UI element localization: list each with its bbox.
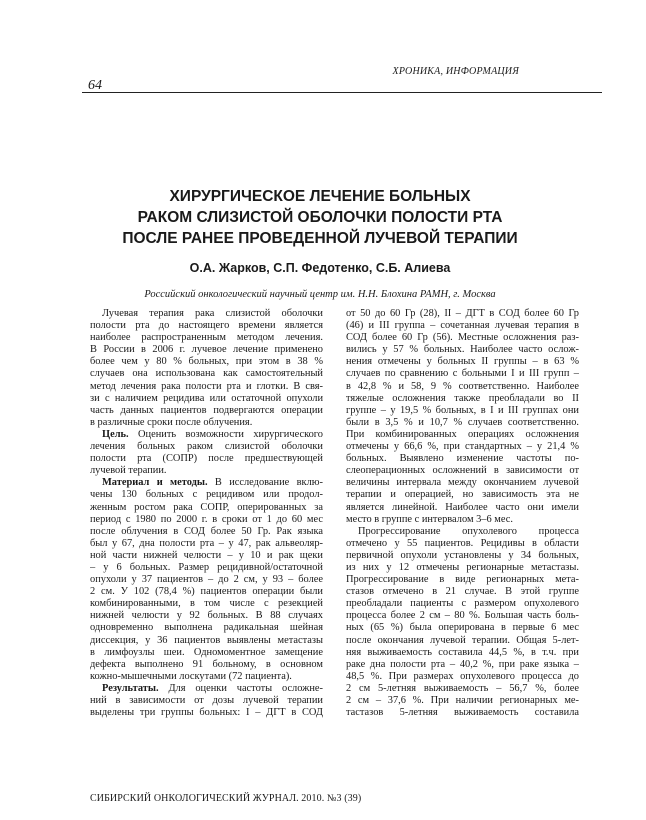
text-line: опухоли у 37 пациентов – до 2 см, у 93 – более — [90, 574, 323, 586]
text-line: СОД более 60 Гр (56). Местные осложнения раз- — [346, 332, 579, 344]
results-text: Для оценки частоты осложне- — [158, 682, 323, 694]
text-line: в 42,8 % и 58, 9 % соответственно. Наиболее — [346, 380, 579, 392]
progression-paragraph — [346, 526, 579, 720]
text-line: 2 см 5-летняя выживаемость – 56,7 %, более — [346, 682, 579, 694]
text-line: тастазов 5-летняя выживаемость составила — [346, 707, 579, 719]
title-line: ХИРУРГИЧЕСКОЕ ЛЕЧЕНИЕ БОЛЬНЫХ — [169, 188, 471, 205]
text-line — [90, 477, 323, 489]
text-line: наиболее распространенным методом лечения. — [90, 332, 323, 344]
text-line: первичной опухоли установлены у 34 больных, — [346, 549, 579, 561]
text-line: период с 1980 по 2000 г. в сроки от 1 до 60 мес — [90, 513, 323, 525]
text-line: ных (65 %) была оперирована в первые 6 мес — [346, 622, 579, 634]
article-affiliation: Российский онкологический научный центр им. Н.Н. Блохина РАМН, г. Москва — [144, 289, 496, 300]
text-line: нижней челюсти у 92 больных. В 88 случаях — [90, 610, 323, 622]
text-line: комбинированными, в том числе с резекцией — [90, 598, 323, 610]
text-line: часть данных пациентов подвергаются операции — [90, 404, 323, 416]
text-line: стазов отмечено в 21 случае. В этой группе — [346, 586, 579, 598]
text-line: Прогрессирование опухолевого процесса — [358, 525, 579, 537]
text-line: после окончания лучевой терапии. Общая 5-лет- — [346, 634, 579, 646]
header-divider — [82, 92, 602, 93]
results-continuation-paragraph — [346, 308, 579, 526]
text-line: является линейной. Наиболее часто они имели — [346, 501, 579, 513]
text-line: после облучения в СОД более 50 Гр. Рак языка — [90, 525, 323, 537]
results-paragraph — [90, 683, 323, 719]
text-line: 2 см – 37,6 %. При наличии регионарных ме- — [346, 695, 579, 706]
aim-text: Оценить возможности хирургического — [128, 428, 323, 440]
running-header-section: ХРОНИКА, ИНФОРМАЦИЯ — [392, 66, 519, 77]
text-line: Лучевая терапия рака слизистой оболочки — [102, 308, 323, 319]
text-line: – у 6 больных. Размер рецидивной/остаточной — [90, 561, 323, 573]
text-line: отмечены у 66,6 %, при стандартных – у 21,4 % — [346, 441, 579, 453]
text-line — [90, 429, 323, 441]
text-line: одновременно выполнена радикальная шейная — [90, 622, 323, 634]
text-line: в различные сроки после облучения. — [90, 416, 253, 428]
text-line: более чем у 80 % больных, при этом в 38 % — [90, 356, 323, 368]
aim-paragraph — [90, 429, 323, 477]
text-line — [90, 683, 323, 695]
text-line: слеоперационных осложнений в зависимости от — [346, 465, 579, 477]
text-line: группе – у 19,5 % больных, в I и III группах они — [346, 404, 579, 416]
text-line: 48,5 %. При размерах опухолевого процесса до — [346, 670, 579, 682]
text-line: вились у 57 % больных. Наиболее часто ослож- — [346, 344, 579, 356]
text-line: процесса более 2 см – 80 %. Большая часть боль- — [346, 610, 579, 622]
text-line: был у 67, дна полости рта – у 47, рак альвеоляр- — [90, 537, 323, 549]
text-line: случаев по сравнению с больными I и III групп – — [346, 368, 579, 380]
text-line: дефекта выполнено 91 больному, в основном — [90, 658, 323, 670]
text-line: ний в зависимости от дозы лучевой терапии — [90, 695, 323, 706]
text-line: полости рта до настоящего времени является — [90, 320, 323, 332]
text-line: от 50 до 60 Гр (28), II – ДГТ в СОД более 60 Гр — [346, 308, 579, 319]
text-line: место в группе с интервалом 3–6 мес. — [346, 513, 513, 525]
right-column — [346, 308, 579, 719]
methods-paragraph — [90, 477, 323, 683]
article-title — [100, 186, 540, 249]
text-line: выделены три группы больных: I – ДГТ в СОД — [90, 707, 323, 719]
text-line: нения отмечены у больных II группы – в 63 % — [346, 356, 579, 368]
article-authors: О.А. Жарков, С.П. Федотенко, С.Б. Алиева — [189, 261, 451, 275]
left-column — [90, 308, 323, 719]
text-line: женным ростом рака СОПР, оперированных за — [90, 501, 323, 513]
text-line: лечения больных раком слизистой оболочки — [90, 441, 323, 453]
text-line: больных. Выявлено изменение частоты по- — [346, 453, 579, 465]
results-label: Результаты. — [102, 682, 159, 694]
text-line: из них у 12 отмечены регионарные метастазы. — [346, 561, 579, 573]
text-line: При комбинированных операциях осложнения — [346, 428, 579, 440]
text-line: в лимфоузлы шеи. Одномоментное замещение — [90, 646, 323, 658]
text-line: лучевой терапии. — [90, 465, 167, 477]
text-line: зи с наличием рецидива или остаточной опухоли — [90, 392, 323, 404]
text-line: отмечено у 55 пациентов. Рецидивы в области — [346, 537, 579, 549]
text-line: кожно-мышечными лоскутами (72 пациента). — [90, 670, 292, 682]
text-line: преобладали пациенты с размером опухолевого — [346, 598, 579, 610]
intro-paragraph — [90, 308, 323, 429]
title-line: ПОСЛЕ РАНЕЕ ПРОВЕДЕННОЙ ЛУЧЕВОЙ ТЕРАПИИ — [122, 230, 518, 247]
text-line: чены 130 больных с рецидивом или продол- — [90, 489, 323, 501]
text-line: полости рта (СОПР) после предшествующей — [90, 453, 323, 465]
text-line: метод лечения рака полости рта и глотки. В свя- — [90, 380, 323, 392]
title-line: РАКОМ СЛИЗИСТОЙ ОБОЛОЧКИ ПОЛОСТИ РТА — [137, 209, 503, 226]
text-line: тяжелые осложнения также преобладали во II — [346, 392, 579, 404]
text-line: няя выживаемость составила 44,5 %, в т.ч. при — [346, 646, 579, 658]
text-line: (46) и III группа – сочетанная лучевая терапия в — [346, 320, 579, 332]
text-line: случаев она использована как самостоятельный — [90, 368, 323, 380]
aim-label: Цель. — [102, 428, 129, 440]
text-line: были в 3,5 % и 10,7 % случаев соответственно. — [346, 416, 579, 428]
text-line: В России в 2006 г. лучевое лечение применено — [90, 344, 323, 356]
page-number: 64 — [88, 78, 102, 93]
text-line: диссекция, у 36 пациентов выявлены метастазы — [90, 634, 323, 646]
text-line: терапии и операцией, но зависимость эта не — [346, 489, 579, 501]
text-line: раке дна полости рта – 40,2 %, при раке языка – — [346, 658, 579, 670]
journal-footer: СИБИРСКИЙ ОНКОЛОГИЧЕСКИЙ ЖУРНАЛ. 2010. №3 (39) — [90, 793, 362, 804]
methods-text: В исследование вклю- — [207, 477, 323, 489]
text-line: 2 см. У 102 (78,4 %) пациентов операции были — [90, 586, 323, 598]
text-line: величины интервала между окончанием лучевой — [346, 477, 579, 489]
text-line: Прогрессирование в виде регионарных мета- — [346, 574, 579, 586]
methods-label: Материал и методы. — [102, 477, 208, 489]
text-line: ной части нижней челюсти – у 10 и рак щеки — [90, 549, 323, 561]
